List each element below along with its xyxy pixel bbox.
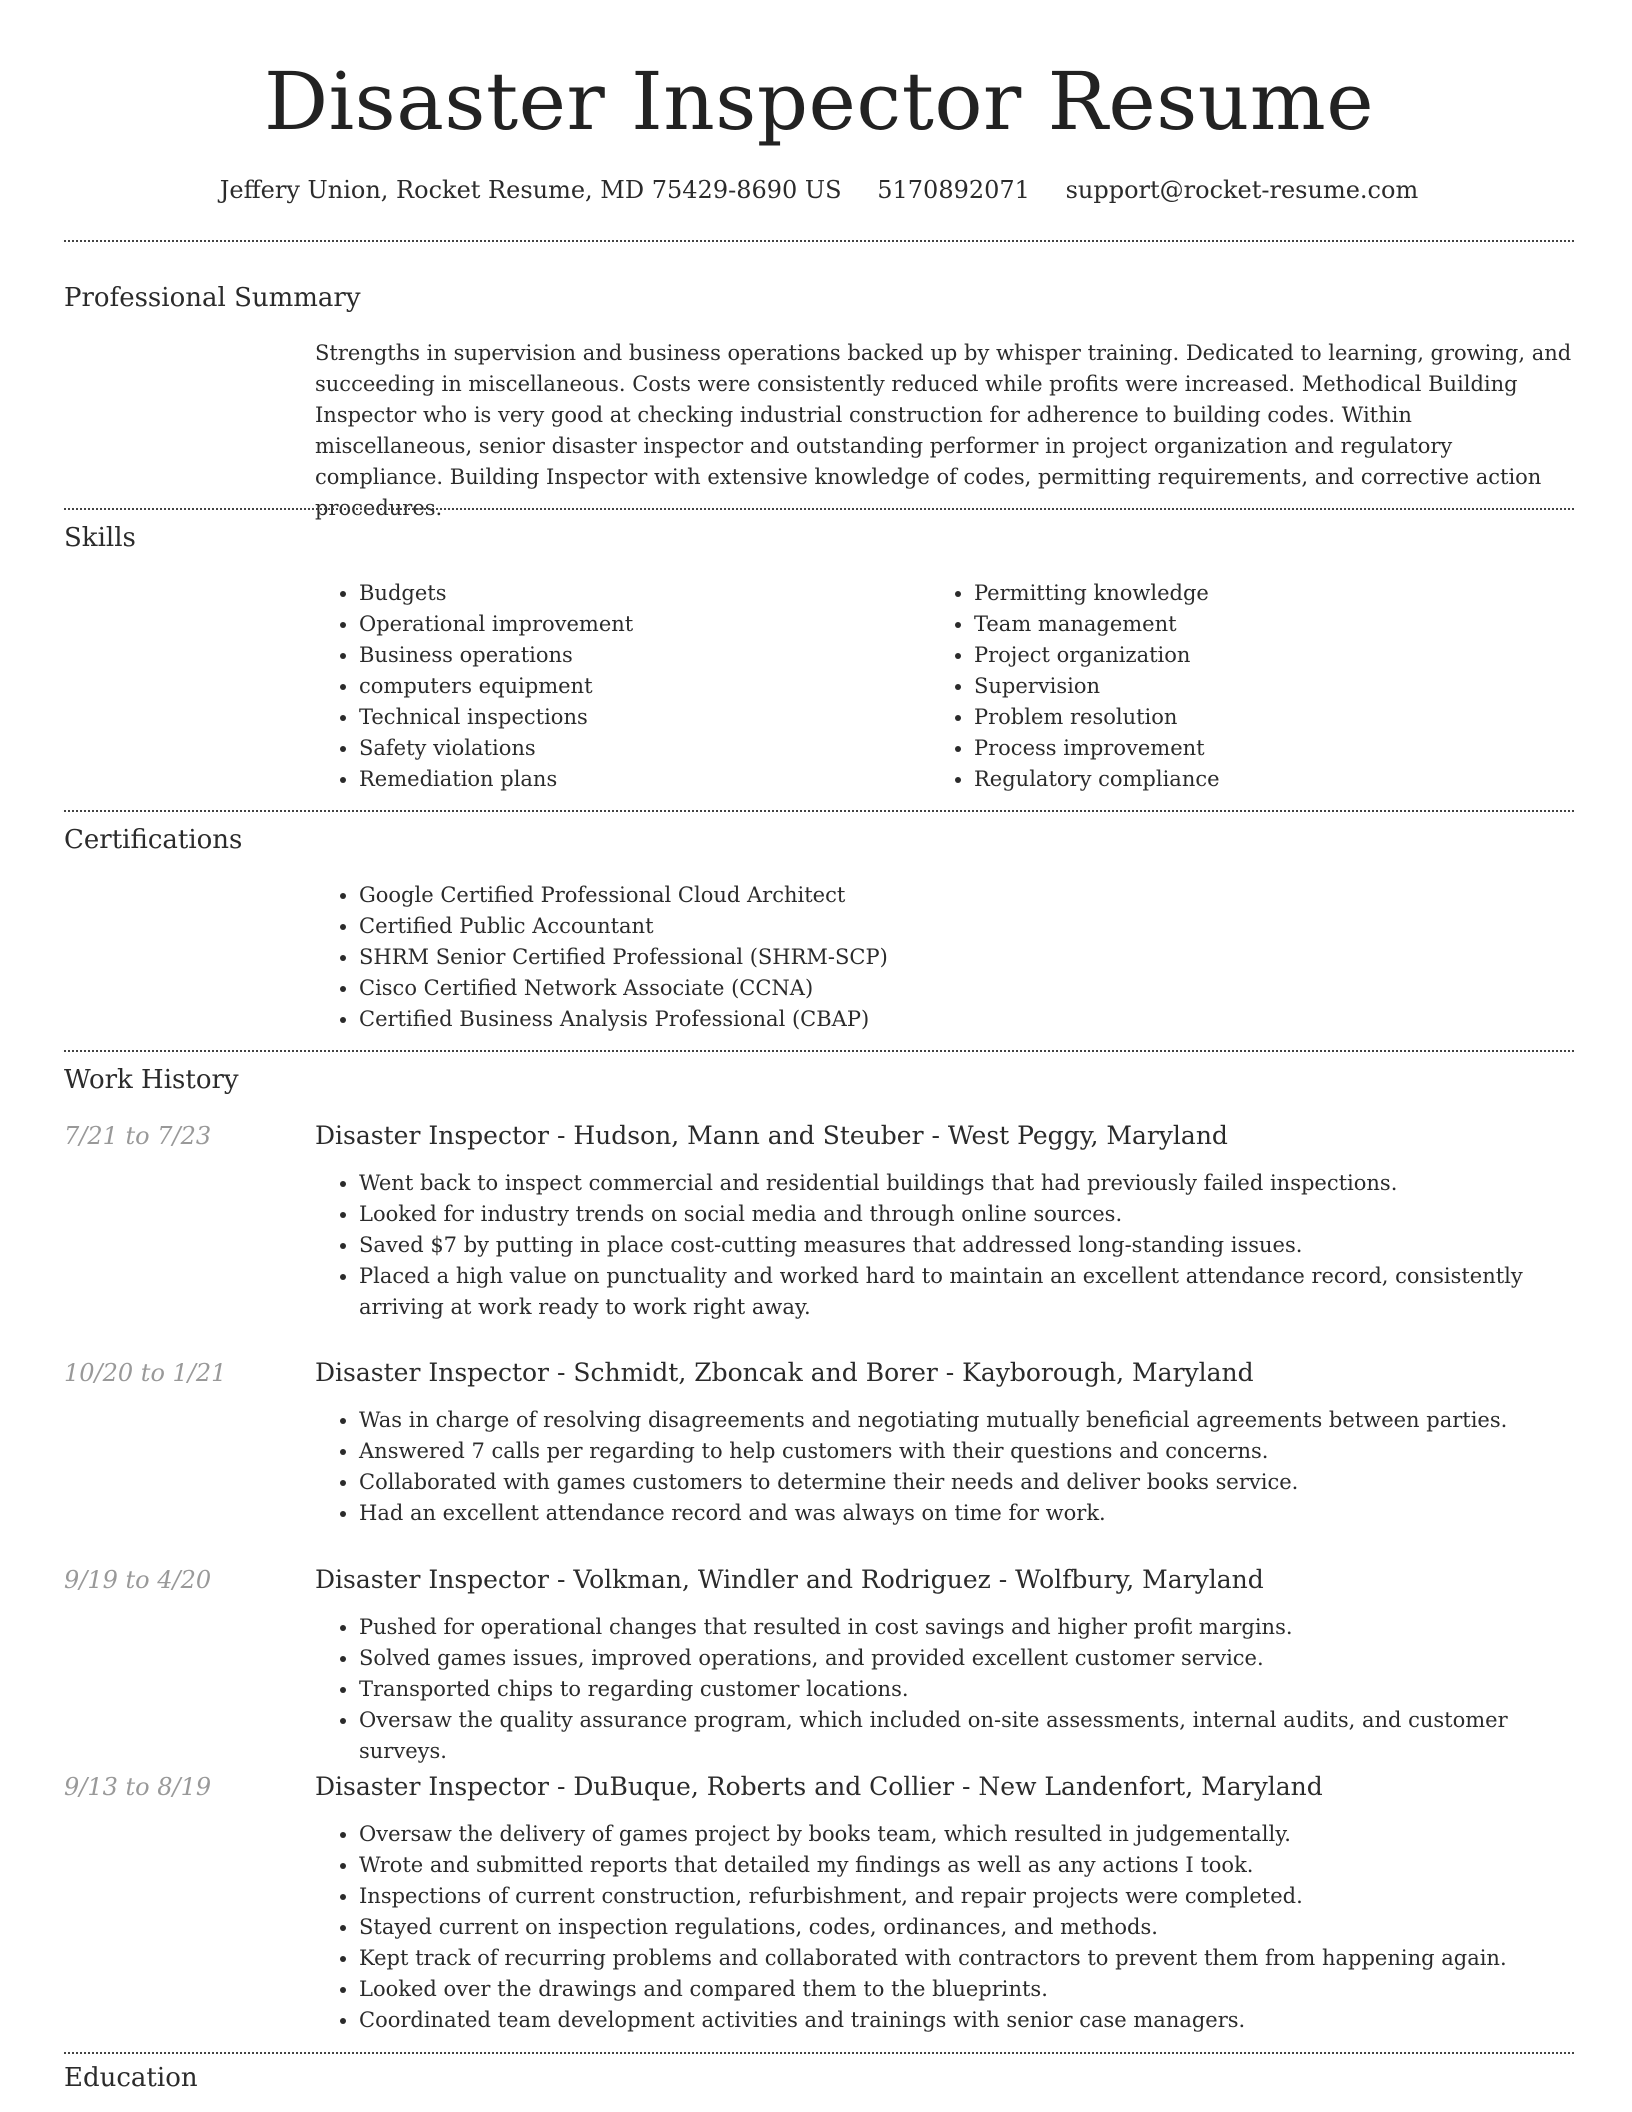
contact-email: support@rocket-resume.com bbox=[1065, 176, 1419, 204]
skills-column-right bbox=[930, 578, 1530, 795]
certifications-block bbox=[315, 880, 1315, 1035]
list-item: • Business operations bbox=[359, 640, 915, 671]
page-title: Disaster Inspector Resume bbox=[263, 55, 1375, 148]
list-item: • Regulatory compliance bbox=[974, 764, 1530, 795]
contact-phone: 5170892071 bbox=[877, 176, 1030, 204]
list-item: • Collaborated with games customers to determine their needs and deliver books service. bbox=[359, 1467, 1575, 1498]
education-heading: Education bbox=[64, 2063, 198, 2093]
list-item: • computers equipment bbox=[359, 671, 915, 702]
job-title: Disaster Inspector - Hudson, Mann and Steuber - West Peggy, Maryland bbox=[315, 1121, 1228, 1150]
list-item: • Supervision bbox=[974, 671, 1530, 702]
contact-line bbox=[64, 170, 1574, 210]
list-item: • Pushed for operational changes that resulted in cost savings and higher profit margins. bbox=[359, 1612, 1575, 1643]
list-item: • SHRM Senior Certified Professional (SHRM-SCP) bbox=[359, 942, 1315, 973]
list-item: • Answered 7 calls per regarding to help customers with their questions and concerns. bbox=[359, 1436, 1575, 1467]
job-dates: 7/21 to 7/23 bbox=[64, 1122, 212, 1150]
job-bullet-list bbox=[315, 1819, 1575, 2036]
skills-column-left bbox=[315, 578, 915, 795]
list-item: • Permitting knowledge bbox=[974, 578, 1530, 609]
list-item: • Solved games issues, improved operations, and provided excellent customer service. bbox=[359, 1643, 1575, 1674]
list-item: • Oversaw the delivery of games project by books team, which resulted in judgementally. bbox=[359, 1819, 1575, 1850]
list-item: • Certified Business Analysis Professional (CBAP) bbox=[359, 1004, 1315, 1035]
list-item: • Technical inspections bbox=[359, 702, 915, 733]
list-item: • Had an excellent attendance record and was always on time for work. bbox=[359, 1498, 1575, 1529]
list-item: • Oversaw the quality assurance program, which included on-site assessments, internal audits, and customer surveys. bbox=[359, 1705, 1575, 1767]
summary-heading: Professional Summary bbox=[64, 283, 361, 313]
job-dates: 9/13 to 8/19 bbox=[64, 1773, 212, 1801]
job-bullets bbox=[315, 1405, 1575, 1529]
divider bbox=[64, 240, 1574, 242]
list-item: • Saved $7 by putting in place cost-cutting measures that addressed long-standing issues. bbox=[359, 1230, 1575, 1261]
divider bbox=[64, 508, 1574, 510]
job-bullets bbox=[315, 1819, 1575, 2036]
job-dates: 10/20 to 1/21 bbox=[64, 1359, 227, 1387]
list-item: • Wrote and submitted reports that detailed my findings as well as any actions I took. bbox=[359, 1850, 1575, 1881]
list-item: • Cisco Certified Network Associate (CCNA) bbox=[359, 973, 1315, 1004]
job-bullets bbox=[315, 1612, 1575, 1767]
summary-text: Strengths in supervision and business operations backed up by whisper training. Dedicated to learning, growing, and succeeding in miscellaneous. Costs were consistently reduced while profits were increased. Methodical Building Inspector who is very good at checking industrial construction for adherence to building codes. Within miscellaneous, senior disaster inspector and outstanding performer in project organization and regulatory compliance. Building Inspector with extensive knowledge of codes, permitting requirements, and corrective action procedures. bbox=[315, 341, 1572, 520]
skills-list-right bbox=[930, 578, 1530, 795]
list-item: • Problem resolution bbox=[974, 702, 1530, 733]
certifications-list bbox=[315, 880, 1315, 1035]
certifications-heading: Certifications bbox=[64, 825, 243, 855]
list-item: • Placed a high value on punctuality and worked hard to maintain an excellent attendance record, consistently arriving at work ready to work right away. bbox=[359, 1261, 1575, 1323]
list-item: • Was in charge of resolving disagreements and negotiating mutually beneficial agreements between parties. bbox=[359, 1405, 1575, 1436]
list-item: • Transported chips to regarding customer locations. bbox=[359, 1674, 1575, 1705]
list-item: • Project organization bbox=[974, 640, 1530, 671]
list-item: • Budgets bbox=[359, 578, 915, 609]
list-item: • Looked for industry trends on social media and through online sources. bbox=[359, 1199, 1575, 1230]
skills-list-left bbox=[315, 578, 915, 795]
job-bullet-list bbox=[315, 1168, 1575, 1323]
job-title: Disaster Inspector - Volkman, Windler and Rodriguez - Wolfbury, Maryland bbox=[315, 1565, 1264, 1594]
job-bullet-list bbox=[315, 1612, 1575, 1767]
work-history-heading: Work History bbox=[64, 1065, 239, 1095]
list-item: • Looked over the drawings and compared them to the blueprints. bbox=[359, 1974, 1575, 2005]
divider bbox=[64, 1050, 1574, 1052]
list-item: • Inspections of current construction, refurbishment, and repair projects were completed. bbox=[359, 1881, 1575, 1912]
list-item: • Went back to inspect commercial and residential buildings that had previously failed inspections. bbox=[359, 1168, 1575, 1199]
divider bbox=[64, 2052, 1574, 2054]
list-item: • Google Certified Professional Cloud Architect bbox=[359, 880, 1315, 911]
contact-address: Jeffery Union, Rocket Resume, MD 75429-8690 US bbox=[219, 176, 842, 204]
list-item: • Safety violations bbox=[359, 733, 915, 764]
list-item: • Kept track of recurring problems and collaborated with contractors to prevent them from happening again. bbox=[359, 1943, 1575, 1974]
list-item: • Stayed current on inspection regulations, codes, ordinances, and methods. bbox=[359, 1912, 1575, 1943]
job-title: Disaster Inspector - DuBuque, Roberts and Collier - New Landenfort, Maryland bbox=[315, 1772, 1323, 1801]
list-item: • Process improvement bbox=[974, 733, 1530, 764]
list-item: • Remediation plans bbox=[359, 764, 915, 795]
list-item: • Team management bbox=[974, 609, 1530, 640]
list-item: • Operational improvement bbox=[359, 609, 915, 640]
list-item: • Certified Public Accountant bbox=[359, 911, 1315, 942]
job-dates: 9/19 to 4/20 bbox=[64, 1566, 212, 1594]
list-item: • Coordinated team development activities and trainings with senior case managers. bbox=[359, 2005, 1575, 2036]
job-title: Disaster Inspector - Schmidt, Zboncak and Borer - Kayborough, Maryland bbox=[315, 1358, 1254, 1387]
job-bullet-list bbox=[315, 1405, 1575, 1529]
divider bbox=[64, 810, 1574, 812]
job-bullets bbox=[315, 1168, 1575, 1323]
skills-heading: Skills bbox=[64, 523, 136, 553]
